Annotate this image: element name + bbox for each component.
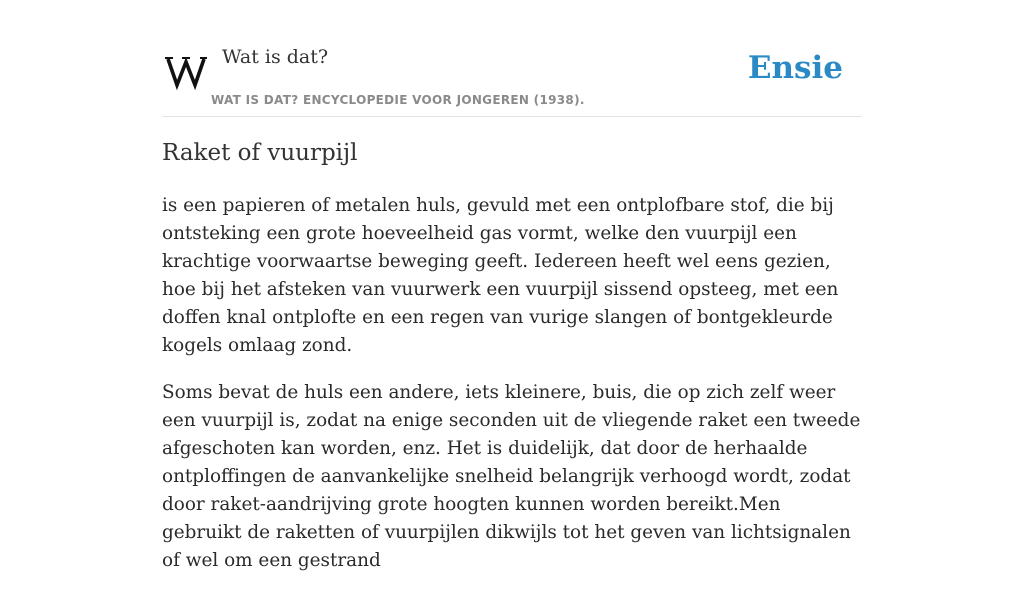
ensie-brand-logo[interactable]: Ensie [747,50,843,86]
article-title: Raket of vuurpijl [162,140,358,166]
article-body [162,192,862,594]
page-container [162,0,862,571]
article-paragraph: is een papieren of metalen huls, gevuld met een ontplofbare stof, die bij ontsteking een grote hoeveelheid gas vormt, welke den vuurpijl een krachtige voorwaartse beweging geeft. Iedereen heeft wel eens gezien, hoe bij het afsteken van vuurwerk een vuurpijl sissend opsteeg, met een doffen knal ontplofte en een regen van vurige slangen of bontgekleurde kogels omlaag zond. [162,195,839,356]
article-paragraph: Soms bevat de huls een andere, iets kleinere, buis, die op zich zelf weer een vuurpijl is, zodat na enige seconden uit de vliegende raket een tweede afgeschoten kan worden, enz. Het is duidelijk, dat door de herhaalde ontploffingen de aanvankelijke snelheid belangrijk verhoogd wordt, zodat door raket-aandrijving grote hoogten kunnen worden bereikt.Men gebruikt de raketten of vuurpijlen dikwijls tot het geven van lichtsignalen of wel om een gestrand [162,382,861,571]
source-label: WAT IS DAT? ENCYCLOPEDIE VOOR JONGEREN (1938). [211,93,585,107]
site-title[interactable]: Wat is dat? [222,46,329,68]
wikipedia-w-logo-icon[interactable] [165,52,207,90]
header [162,0,862,117]
